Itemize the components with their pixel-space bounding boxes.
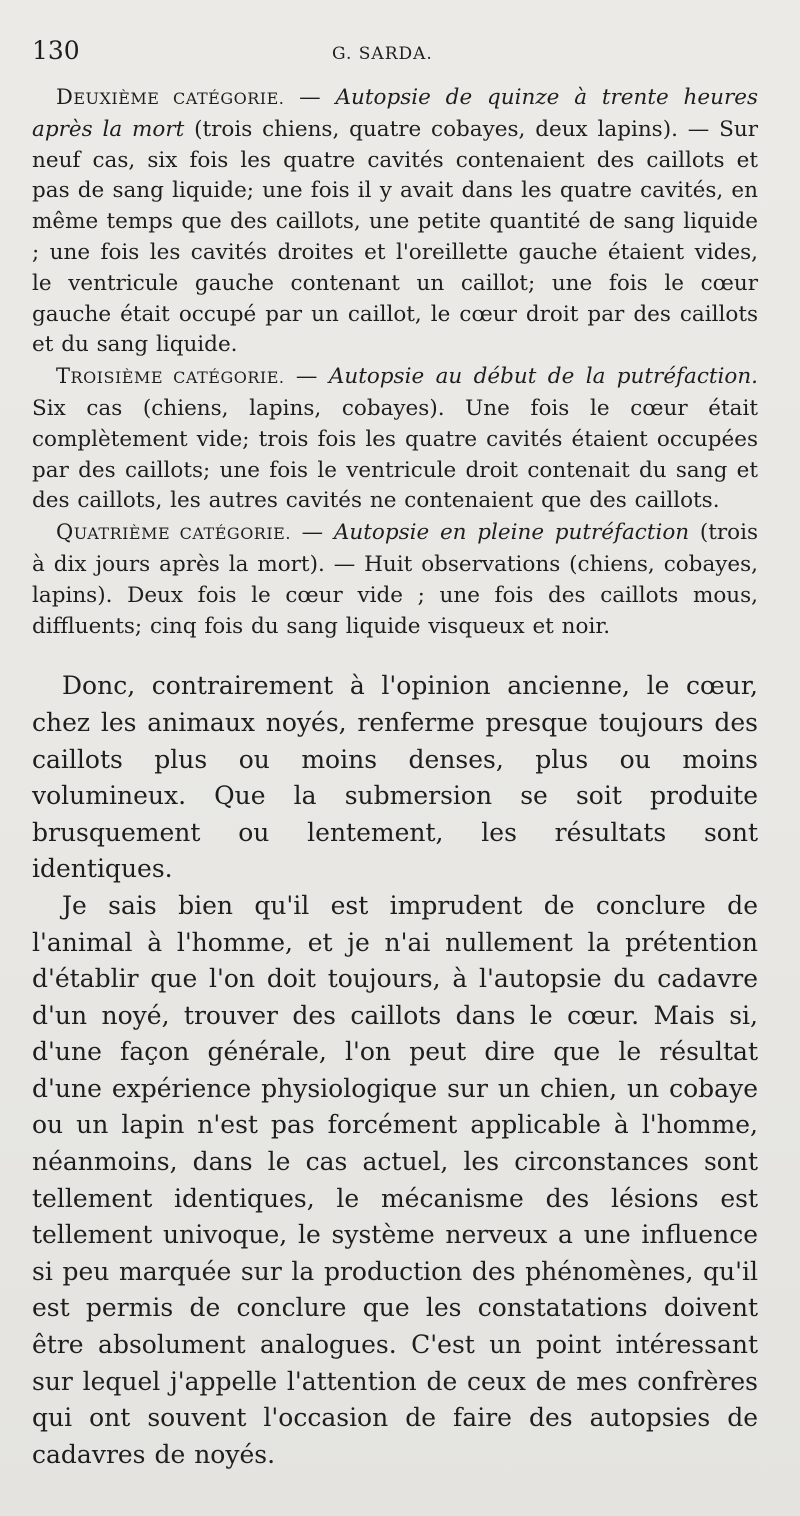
conclusion-section — [32, 668, 758, 1473]
category-paragraph-2: DEUXIÈME CATÉGORIE. — Autopsie de quinze à trente heures après la mort (trois chiens, quatre cobayes, deux lapins). — Sur neuf cas, six fois les quatre cavités contenaient des caillots et pas de sang liquide; une fois il y avait dans les quatre cavités, en même temps que des caillots, une petite quantité de sang liquide ; une fois les cavités droites et l'oreillette gauche étaient vides, le ventricule gauche contenant un caillot; une fois le cœur gauche était occupé par un caillot, le cœur droit par des caillots et du sang liquide. — [32, 85, 758, 358]
category-heading: TROISIÈME CATÉGORIE. — [56, 364, 285, 389]
conclusion-paragraph-1: Donc, contrairement à l'opinion ancienne, le cœur, chez les animaux noyés, renferme presque toujours des caillots plus ou moins denses, plus ou moins volumineux. Que la submersion se soit produite brusquement ou lentement, les résultats sont identiques. — [32, 671, 758, 884]
category-title: Autopsie de quinze à trente heures après la mort — [32, 85, 758, 142]
category-paragraph-4: QUATRIÈME CATÉGORIE. — Autopsie en pleine putréfaction (trois à dix jours après la mort). — Huit observations (chiens, cobayes, lapins). Deux fois le cœur vide ; une fois des caillots mous, diffluents; cinq fois du sang liquide visqueux et noir. — [32, 520, 759, 639]
running-head: G. SARDA. — [332, 44, 433, 64]
category-title: Autopsie en pleine putréfaction — [333, 520, 690, 546]
category-text: (trois à dix jours après la mort). — Huit observations (chiens, cobayes, lapins). Deux fois le cœur vide ; une fois des caillots mous, diffluents; cinq fois du sang liquide visqueux et noir. — [32, 520, 759, 639]
category-heading: DEUXIÈME CATÉGORIE. — [56, 85, 285, 109]
observations-section — [32, 82, 758, 642]
category-text: Six cas (chiens, lapins, cobayes). Une fois le cœur était complètement vide; trois fois les quatre cavités étaient occupées par des caillots; une fois le ventricule droit contenait du sang et des caillots, les autres cavités ne contenaient que des caillots. — [32, 395, 758, 514]
category-heading: QUATRIÈME CATÉGORIE. — [56, 520, 291, 545]
conclusion-paragraph-2: Je sais bien qu'il est imprudent de conclure de l'animal à l'homme, et je n'ai nullement la prétention d'établir que l'on doit toujours, à l'autopsie du cadavre d'un noyé, trouver des caillots dans le cœur. Mais si, d'une façon générale, l'on peut dire que le résultat d'une expérience physiologique sur un chien, un cobaye ou un lapin n'est pas forcément applicable à l'homme, néanmoins, dans le cas actuel, les circonstances sont tellement identiques, le mécanisme des lésions est tellement univoque, le système nerveux a une influence si peu marquée sur la production des phénomènes, qu'il est permis de conclure que les constatations doivent être absolument analogues. C'est un point intéressant sur lequel j'appelle l'attention de ceux de mes confrères qui ont souvent l'occasion de faire des autopsies de cadavres de noyés. — [32, 890, 758, 1469]
page-header — [32, 36, 758, 76]
category-text: (trois chiens, quatre cobayes, deux lapins). — Sur neuf cas, six fois les quatre cavités contenaient des caillots et pas de sang liquide; une fois il y avait dans les quatre cavités, en même temps que des caillots, une petite quantité de sang liquide ; une fois les cavités droites et l'oreillette gauche étaient vides, le ventricule gauche contenant un caillot; une fois le cœur gauche était occupé par un caillot, le cœur droit par des caillots et du sang liquide. — [32, 116, 758, 358]
page-number: 130 — [32, 36, 80, 65]
category-title: Autopsie au début de la putréfaction. — [328, 364, 759, 390]
category-paragraph-3: TROISIÈME CATÉGORIE. — Autopsie au début de la putréfaction. Six cas (chiens, lapins, cobayes). Une fois le cœur était complètement vide; trois fois les quatre cavités étaient occupées par des caillots; une fois le ventricule droit contenait du sang et des caillots, les autres cavités ne contenaient que des caillots. — [32, 364, 759, 514]
